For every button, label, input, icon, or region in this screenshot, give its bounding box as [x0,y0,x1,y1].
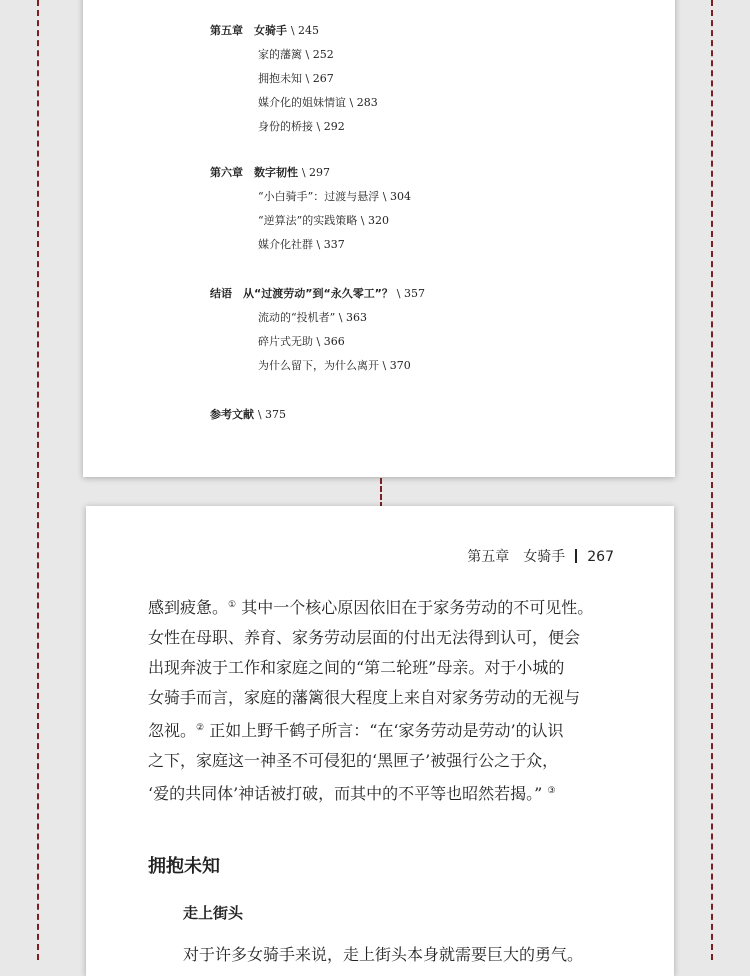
subsection-heading: 走上街头 [183,904,244,922]
body-text-span: 出现奔波于工作和家庭之间的“第二轮班”母亲。对于小城的 [148,658,565,677]
toc-section [258,359,411,373]
toc-page-number: \ 245 [290,24,320,37]
toc-section-title: 身份的桥接 [258,120,313,133]
toc-section [258,311,367,325]
body-text-span: 正如上野千鹤子所言：“在‘家务劳动是劳动’的认识 [209,721,564,740]
body-paragraph [148,590,618,809]
toc-section-title: “小白骑手”：过渡与悬浮 [258,190,380,203]
body-line [148,713,618,746]
right-dashed-guide [711,0,713,960]
toc-section [258,96,378,110]
toc-page [83,0,675,477]
toc-section-title: “逆算法”的实践策略 [258,214,358,227]
toc-section-title: 拥抱未知 [258,72,302,85]
toc-section [258,335,345,349]
toc-chapter-title: 第五章 女骑手 [210,24,287,37]
footnote-marker[interactable]: ① [228,600,237,610]
body-line [148,623,618,653]
body-text-span: 感到疲惫。 [148,598,229,617]
toc-section-title: 流动的“投机者” [258,311,336,324]
body-line [148,590,618,623]
left-dashed-guide [37,0,39,960]
toc-page-number: \ 252 [305,48,334,61]
middle-dashed-guide [380,478,382,508]
toc-page-number: \ 320 [360,214,389,227]
toc-page-number: \ 375 [257,408,287,421]
toc-page-number: \ 363 [338,311,367,324]
toc-chapter-5 [210,24,319,38]
toc-page-number: \ 337 [316,238,345,251]
body-text-span: 之下，家庭这一神圣不可侵犯的‘黑匣子’被强行公之于众， [148,751,559,770]
toc-page-number: \ 366 [316,335,345,348]
toc-page-number: \ 267 [305,72,334,85]
footnote-marker[interactable]: ③ [547,786,556,796]
section-heading: 拥抱未知 [148,856,220,877]
toc-section [258,238,345,252]
text-page [86,506,674,976]
running-head [467,546,614,566]
toc-section [258,190,411,204]
body-text-span: 其中一个核心原因依旧在于家务劳动的不可见性。 [241,598,594,617]
toc-conclusion [210,287,425,301]
toc-chapter-title: 第六章 数字韧性 [210,166,298,179]
toc-chapter-title: 参考文献 [210,408,254,421]
body-text-span: ‘爱的共同体’神话被打破，而其中的不平等也昭然若揭。” [148,784,543,803]
toc-section [258,72,334,86]
toc-section-title: 媒介化社群 [258,238,313,251]
body-text-span: 女骑手而言，家庭的藩篱很大程度上来自对家务劳动的无视与 [148,688,581,707]
toc-page-number: \ 292 [316,120,345,133]
toc-section-title: 媒介化的姐妹情谊 [258,96,346,109]
toc-section [258,214,389,228]
running-head-chapter: 第五章 女骑手 [467,549,566,565]
body-text-span: 女性在母职、养育、家务劳动层面的付出无法得到认可，便会 [148,628,581,647]
page-number: 267 [587,549,614,565]
toc-section [258,48,334,62]
body-line [148,653,618,683]
toc-references [210,408,286,422]
body-line [148,683,618,713]
toc-section-title: 碎片式无助 [258,335,313,348]
toc-page-number: \ 283 [349,96,378,109]
body-line [148,776,618,809]
footnote-marker[interactable]: ② [196,723,205,733]
toc-chapter-6 [210,166,330,180]
toc-page-number: \ 304 [382,190,411,203]
running-head-divider [575,549,577,563]
toc-section [258,120,345,134]
toc-section-title: 为什么留下，为什么离开 [258,359,379,372]
body-line-partial: 对于许多女骑手来说，走上街头本身就需要巨大的勇气。 [183,945,584,964]
toc-page-number: \ 297 [301,166,331,179]
toc-section-title: 家的藩篱 [258,48,302,61]
body-text-span: 忽视。 [148,721,197,740]
toc-page-number: \ 357 [396,287,425,300]
body-line [148,746,618,776]
toc-page-number: \ 370 [382,359,411,372]
toc-chapter-title: 结语 从“过渡劳动”到“永久零工”？ [210,287,393,300]
